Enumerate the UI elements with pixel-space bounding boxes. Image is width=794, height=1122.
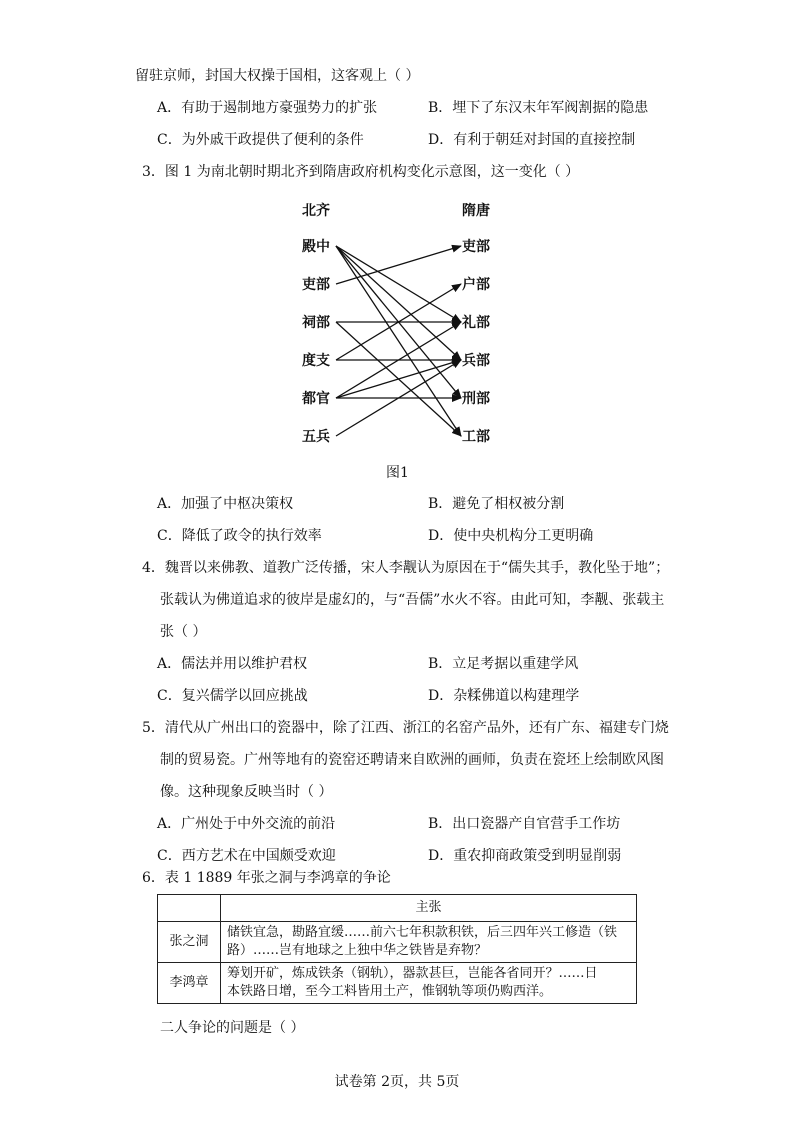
right-column-title: 隋唐 bbox=[462, 203, 490, 219]
right-node-1: 户部 bbox=[462, 277, 490, 293]
left-node-0: 殿中 bbox=[302, 239, 330, 255]
arrow-link-0 bbox=[336, 246, 461, 322]
left-node-5: 五兵 bbox=[302, 429, 330, 445]
q5-option-c[interactable]: C．西方艺术在中国颇受欢迎 bbox=[157, 848, 336, 864]
q2-option-d[interactable]: D．有利于朝廷对封国的直接控制 bbox=[428, 132, 636, 148]
q2-option-a[interactable]: A．有助于遏制地方豪强势力的扩张 bbox=[157, 100, 378, 116]
arrow-link-4 bbox=[336, 246, 461, 284]
left-node-1: 吏部 bbox=[302, 277, 330, 293]
figure-caption: 图1 bbox=[386, 465, 409, 481]
q4-option-d[interactable]: D．杂糅佛道以构建理学 bbox=[428, 688, 580, 704]
row-line: 本铁路日增，至今工料皆用土产，惟钢轨等项仍购西洋。 bbox=[227, 984, 553, 999]
q4-stem-line-2: 张载认为佛道追求的彼岸是虚幻的，与“吾儒”水火不容。由此可知，李觏、张载主 bbox=[160, 592, 665, 608]
q4-option-c[interactable]: C．复兴儒学以回应挑战 bbox=[157, 688, 308, 704]
q5-stem-line-2: 制的贸易瓷。广州等地有的瓷窑还聘请来自欧洲的画师，负责在瓷坯上绘制欧风图 bbox=[160, 752, 664, 768]
left-node-4: 都官 bbox=[302, 391, 330, 407]
arrow-link-1 bbox=[336, 246, 461, 360]
row-name-zhang: 张之洞 bbox=[158, 922, 221, 963]
q3-option-b[interactable]: B．避免了相权被分割 bbox=[428, 496, 565, 512]
right-node-3: 兵部 bbox=[462, 353, 490, 369]
row-content-li bbox=[221, 963, 637, 1004]
debate-table bbox=[157, 894, 637, 1004]
government-structure-diagram bbox=[290, 196, 510, 446]
q4-option-b[interactable]: B．立足考据以重建学风 bbox=[428, 656, 579, 672]
q5-stem-line-1: 5．清代从广州出口的瓷器中，除了江西、浙江的名窑产品外，还有广东、福建专门烧 bbox=[142, 720, 669, 736]
q3-option-a[interactable]: A．加强了中枢决策权 bbox=[157, 496, 294, 512]
row-content-zhang bbox=[221, 922, 637, 963]
right-node-4: 刑部 bbox=[462, 391, 490, 407]
arrow-link-3 bbox=[336, 246, 461, 436]
table-header-proposal: 主张 bbox=[221, 895, 637, 922]
q5-option-d[interactable]: D．重农抑商政策受到明显削弱 bbox=[428, 848, 622, 864]
table-row bbox=[158, 922, 637, 963]
q4-stem-line-3: 张（ ） bbox=[160, 624, 207, 640]
left-node-3: 度支 bbox=[302, 353, 330, 369]
right-node-0: 吏部 bbox=[462, 239, 490, 255]
q2-tail-text: 留驻京师，封国大权操于国相，这客观上（ ） bbox=[135, 68, 420, 84]
q4-option-a[interactable]: A．儒法并用以维护君权 bbox=[157, 656, 308, 672]
table-header-row bbox=[158, 895, 637, 922]
q2-option-b[interactable]: B．埋下了东汉末年军阀割据的隐患 bbox=[428, 100, 649, 116]
table-header-empty bbox=[158, 895, 221, 922]
arrow-link-10 bbox=[336, 360, 461, 398]
q2-option-c[interactable]: C．为外戚干政提供了便利的条件 bbox=[157, 132, 364, 148]
row-line: 路）……岂有地球之上独中华之铁皆是弃物？ bbox=[227, 943, 488, 958]
right-node-2: 礼部 bbox=[462, 315, 490, 331]
q3-stem: 3．图 1 为南北朝时期北齐到隋唐政府机构变化示意图，这一变化（ ） bbox=[142, 164, 580, 180]
q5-option-b[interactable]: B．出口瓷器产自官营手工作坊 bbox=[428, 816, 621, 832]
q6-question: 二人争论的问题是（ ） bbox=[160, 1020, 305, 1036]
row-line: 筹划开矿，炼成铁条（钢轨），器款甚巨，岂能各省同开？……日 bbox=[227, 966, 598, 981]
table-row bbox=[158, 963, 637, 1004]
left-node-2: 祠部 bbox=[302, 315, 330, 331]
row-line: 储铁宜急，勘路宜缓……前六七年积款积铁，后三四年兴工修造（铁 bbox=[227, 925, 618, 940]
row-name-li: 李鸿章 bbox=[158, 963, 221, 1004]
q4-stem-line-1: 4．魏晋以来佛教、道教广泛传播，宋人李觏认为原因在于“儒失其手，教化坠于地”； bbox=[142, 560, 670, 576]
page-footer: 试卷第 2页，共 5页 bbox=[334, 1074, 460, 1090]
left-column-title: 北齐 bbox=[302, 203, 330, 219]
q3-option-d[interactable]: D．使中央机构分工更明确 bbox=[428, 528, 594, 544]
q5-option-a[interactable]: A．广州处于中外交流的前沿 bbox=[157, 816, 336, 832]
right-node-5: 工部 bbox=[462, 429, 490, 445]
q3-option-c[interactable]: C．降低了政令的执行效率 bbox=[157, 528, 322, 544]
q5-stem-line-3: 像。这种现象反映当时（ ） bbox=[160, 784, 333, 800]
q6-title: 6．表 1 1889 年张之洞与李鸿章的争论 bbox=[142, 870, 391, 886]
